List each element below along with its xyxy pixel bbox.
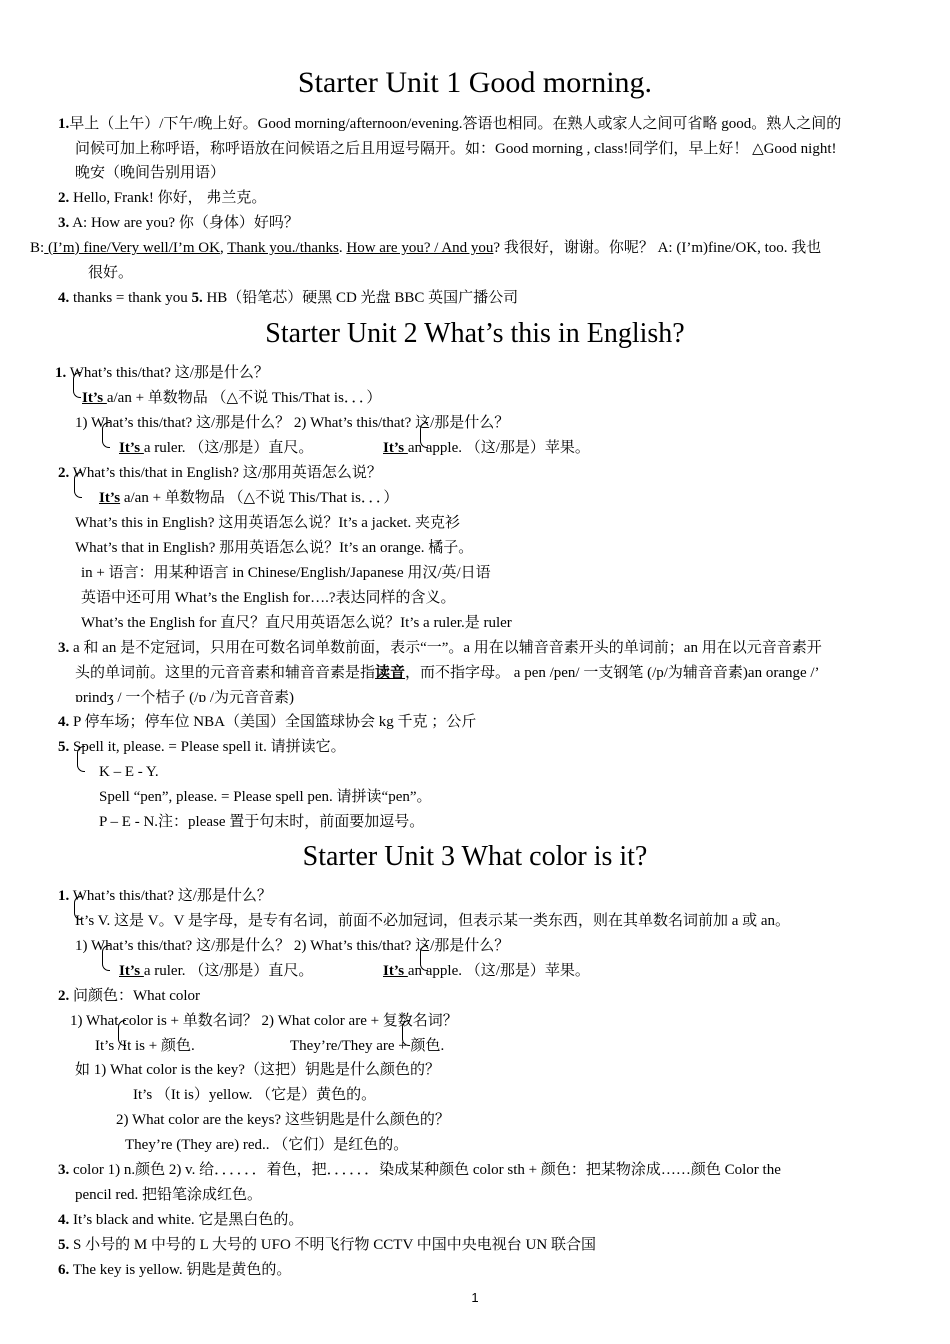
unit2-example2: What’s that in English? 那用英语怎么说？It’s an orange. 橘子。 [75, 540, 474, 556]
unit2-item5-line2: K – E - Y. [99, 764, 159, 780]
unit3-example1: 如 1) What color is the key?（这把）钥匙是什么颜色的？ [75, 1062, 440, 1078]
unit3-example3: 2) What color are the keys? 这些钥匙是什么颜色的？ [116, 1112, 450, 1128]
unit3-title: Starter Unit 3 What color is it? [302, 841, 648, 872]
unit1-item4-5: 4. thanks = thank you 5. HB（铅笔芯）硬黑 CD 光盘 BBC 英国广播公司 [58, 290, 519, 306]
unit2-item1-question: 1. What’s this/that? 这/那是什么？ [55, 365, 269, 381]
unit3-item1-sub-answer1: It’s a ruler. （这/那是）直尺。 [119, 963, 314, 979]
unit1-answer-line2: 很好。 [88, 265, 134, 281]
unit2-example3: in + 语言：用某种语言 in Chinese/English/Japanese 用汉/英/日语 [81, 565, 491, 581]
unit3-color-answer2: They’re/They are + 颜色. [290, 1038, 445, 1054]
brace-mark [74, 472, 82, 498]
unit3-item1-sub-questions: 1) What’s this/that? 这/那是什么？ 2) What’s this/that? 这/那是什么？ [75, 938, 510, 954]
unit3-item3-line2: pencil red. 把铅笔涂成红色。 [75, 1187, 263, 1203]
unit3-item4: 4. It’s black and white. 它是黑白色的。 [58, 1212, 304, 1228]
unit2-item1-sub-answer2: It’s an apple. （这/那是）苹果。 [383, 440, 590, 456]
unit3-item1-answer: It’s V. 这是 V。V 是字母，是专有名词，前面不必加冠词，但表示某一类东西，则在其单数名词前加 a 或 an。 [75, 913, 791, 929]
unit2-title: Starter Unit 2 What’s this in English? [265, 318, 685, 349]
unit3-item1-sub-answer2: It’s an apple. （这/那是）苹果。 [383, 963, 590, 979]
brace-mark [73, 372, 81, 398]
unit1-item3: 3. A: How are you? 你（身体）好吗？ [58, 215, 299, 231]
unit2-item2-question: 2. What’s this/that in English? 这/那用英语怎么说？ [58, 465, 382, 481]
unit3-color-answer1: It’s /It is + 颜色. [95, 1038, 195, 1054]
unit3-item5: 5. S 小号的 M 中号的 L 大号的 UFO 不明飞行物 CCTV 中国中央电视台 UN 联合国 [58, 1237, 596, 1253]
unit1-item1-line2: 问候可加上称呼语，称呼语放在问候语之后且用逗号隔开。如：Good morning , class!同学们，早上好！ △Good night! [75, 141, 837, 157]
unit2-item4: 4. P 停车场；停车位 NBA（美国）全国篮球协会 kg 千克 ；公斤 [58, 714, 477, 730]
page-number: 1 [471, 1290, 479, 1305]
unit2-item1-answer: It’s a/an + 单数物品 （△不说 This/That is．．．） [82, 390, 382, 406]
unit3-color-questions: 1) What color is + 单数名词？ 2) What color are + 复数名词？ [70, 1013, 458, 1029]
unit3-example2: It’s （It is）yellow. （它是）黄色的。 [133, 1087, 377, 1103]
unit2-example4: 英语中还可用 What’s the English for….?表达同样的含义。 [81, 590, 456, 606]
unit2-item2-answer: It’s a/an + 单数物品 （△不说 This/That is．．．） [99, 490, 399, 506]
unit3-item2: 2. 问颜色：What color [58, 988, 201, 1004]
unit2-item5-line3: Spell “pen”, please. = Please spell pen. 请拼读“pen”。 [99, 789, 432, 805]
unit2-item3-line2: 头的单词前。这里的元音音素和辅音音素是指读音，而不指字母。 a pen /pen/ 一支钢笔 (/p/为辅音音素)an orange /’ [75, 665, 820, 681]
unit3-example4: They’re (They are) red.. （它们）是红色的。 [125, 1137, 409, 1153]
unit3-item6: 6. The key is yellow. 钥匙是黄色的。 [58, 1262, 292, 1278]
unit3-item1-question: 1. What’s this/that? 这/那是什么？ [58, 888, 272, 904]
unit2-example5: What’s the English for 直尺？直尺用英语怎么说？It’s a ruler.是 ruler [81, 615, 512, 631]
unit1-item2: 2. Hello, Frank! 你好， 弗兰克。 [58, 190, 267, 206]
brace-mark [77, 746, 85, 772]
brace-mark [102, 422, 110, 448]
unit1-item1-line3: 晚安（晚间告别用语） [75, 165, 226, 181]
unit2-item1-sub-answer1: It’s a ruler. （这/那是）直尺。 [119, 440, 314, 456]
unit2-item5-line4: P – E - N.注：please 置于句末时，前面要加逗号。 [99, 814, 425, 830]
unit2-item1-sub-questions: 1) What’s this/that? 这/那是什么？ 2) What’s this/that? 这/那是什么？ [75, 415, 510, 431]
unit1-item1-line1: 1.早上（上午）/下午/晚上好。Good morning/afternoon/evening.答语也相同。在熟人或家人之间可省略 good。熟人之间的 [58, 116, 842, 132]
unit1-answer-line: B: (I’m) fine/Very well/I’m OK, Thank you./thanks. How are you? / And you? 我很好，谢谢。你呢？ A: (I’m)fine/OK, too. 我也 [30, 240, 822, 256]
unit2-item3-line3: ɒrindʒ / 一个桔子 (/ɒ /为元音音素) [75, 690, 295, 706]
brace-mark [102, 945, 110, 971]
unit1-title: Starter Unit 1 Good morning. [297, 66, 653, 99]
unit2-item5-line1: 5. Spell it, please. = Please spell it. 请拼读它。 [58, 739, 346, 755]
unit3-item3-line1: 3. color 1) n.颜色 2) v. 给．．．．．．着色，把．．．．．．染成某种颜色 color sth + 颜色：把某物涂成……颜色 Color the [58, 1162, 781, 1178]
unit2-item3-line1: 3. a 和 an 是不定冠词，只用在可数名词单数前面，表示“一”。a 用在以辅音音素开头的单词前；an 用在以元音音素开 [58, 640, 822, 656]
unit2-example1: What’s this in English? 这用英语怎么说？It’s a jacket. 夹克衫 [75, 515, 460, 531]
